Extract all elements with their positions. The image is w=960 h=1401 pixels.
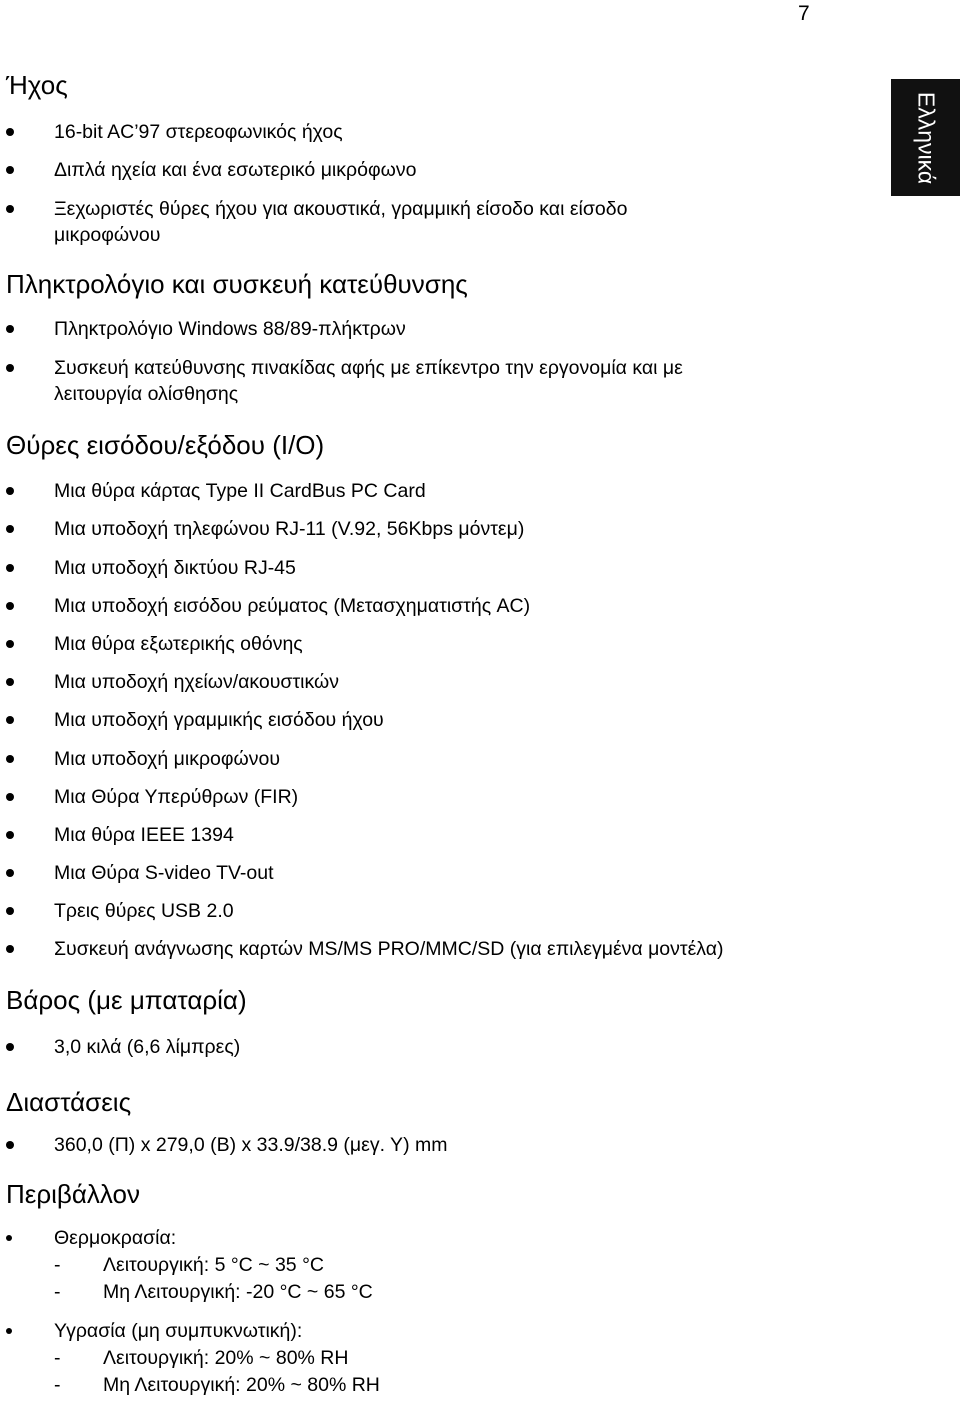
section-heading-weight: Βάρος (με μπαταρία)	[6, 985, 247, 1015]
list-item: Μια Θύρα S-video TV-out	[54, 862, 274, 884]
bullet-icon	[6, 678, 14, 686]
list-item-temperature: Θερμοκρασία:	[54, 1227, 177, 1249]
sub-item: Λειτουργική: 5 °C ~ 35 °C	[103, 1254, 324, 1276]
list-item: Μια υποδοχή μικροφώνου	[54, 748, 281, 770]
sub-item: Μη Λειτουργική: 20% ~ 80% RH	[103, 1374, 380, 1396]
list-item: Διπλά ηχεία και ένα εσωτερικό μικρόφωνο	[54, 159, 417, 181]
section-heading-audio: Ήχος	[6, 70, 68, 100]
section-heading-io: Θύρες εισόδου/εξόδου (I/O)	[6, 430, 325, 460]
bullet-icon	[6, 364, 14, 372]
list-item: 3,0 κιλά (6,6 λίμπρες)	[54, 1036, 241, 1058]
list-item: Μια θύρα IEEE 1394	[54, 824, 234, 846]
list-item: Μια Θύρα Υπερύθρων (FIR)	[54, 786, 299, 808]
list-item: Ξεχωριστές θύρες ήχου για ακουστικά, γραμμική είσοδο και είσοδο	[54, 198, 628, 220]
list-item: Μια θύρα κάρτας Type II CardBus PC Card	[54, 480, 426, 502]
page-number: 7	[798, 2, 810, 25]
language-tab	[891, 79, 960, 196]
section-heading-keyboard: Πληκτρολόγιο και συσκευή κατεύθυνσης	[6, 269, 468, 299]
bullet-icon	[6, 602, 14, 610]
bullet-icon	[6, 564, 14, 572]
list-item: Μια υποδοχή ηχείων/ακουστικών	[54, 671, 339, 693]
list-item-continuation: μικροφώνου	[54, 224, 161, 246]
bullet-icon	[6, 205, 14, 213]
bullet-icon	[6, 907, 14, 915]
bullet-icon	[6, 525, 14, 533]
list-item-humidity: Υγρασία (μη συμπυκνωτική):	[54, 1320, 303, 1342]
bullet-icon	[6, 716, 14, 724]
list-item: Μια υποδοχή γραμμικής εισόδου ήχου	[54, 709, 384, 731]
bullet-icon	[6, 325, 14, 333]
section-heading-dimensions: Διαστάσεις	[6, 1087, 132, 1117]
list-item: 360,0 (Π) x 279,0 (Β) x 33.9/38.9 (μεγ. Υ) mm	[54, 1134, 448, 1156]
bullet-icon	[6, 793, 14, 801]
list-item: Μια υποδοχή δικτύου RJ-45	[54, 557, 296, 579]
dash-marker: -	[54, 1374, 61, 1396]
language-tab-label: Ελληνικά	[913, 91, 939, 184]
dash-marker: -	[54, 1254, 61, 1276]
sub-item: Λειτουργική: 20% ~ 80% RH	[103, 1347, 349, 1369]
bullet-icon	[6, 1328, 12, 1334]
bullet-icon	[6, 1141, 14, 1149]
dash-marker: -	[54, 1281, 61, 1303]
section-heading-environment: Περιβάλλον	[6, 1179, 140, 1209]
sub-item: Μη Λειτουργική: -20 °C ~ 65 °C	[103, 1281, 373, 1303]
list-item-continuation: λειτουργία ολίσθησης	[54, 383, 239, 405]
list-item: Μια θύρα εξωτερικής οθόνης	[54, 633, 303, 655]
bullet-icon	[6, 755, 14, 763]
bullet-icon	[6, 128, 14, 136]
bullet-icon	[6, 640, 14, 648]
bullet-icon	[6, 166, 14, 174]
list-item: Συσκευή κατεύθυνσης πινακίδας αφής με επίκεντρο την εργονομία και με	[54, 357, 683, 379]
list-item: Μια υποδοχή εισόδου ρεύματος (Μετασχηματιστής AC)	[54, 595, 531, 617]
list-item: 16-bit AC’97 στερεοφωνικός ήχος	[54, 121, 343, 143]
bullet-icon	[6, 945, 14, 953]
bullet-icon	[6, 831, 14, 839]
bullet-icon	[6, 1235, 12, 1241]
list-item: Τρεις θύρες USB 2.0	[54, 900, 234, 922]
bullet-icon	[6, 869, 14, 877]
bullet-icon	[6, 487, 14, 495]
list-item: Πληκτρολόγιο Windows 88/89-πλήκτρων	[54, 318, 406, 340]
bullet-icon	[6, 1043, 14, 1051]
dash-marker: -	[54, 1347, 61, 1369]
list-item: Μια υποδοχή τηλεφώνου RJ-11 (V.92, 56Kbps μόντεμ)	[54, 518, 525, 540]
list-item: Συσκευή ανάγνωσης καρτών MS/MS PRO/MMC/SD (για επιλεγμένα μοντέλα)	[54, 938, 724, 960]
